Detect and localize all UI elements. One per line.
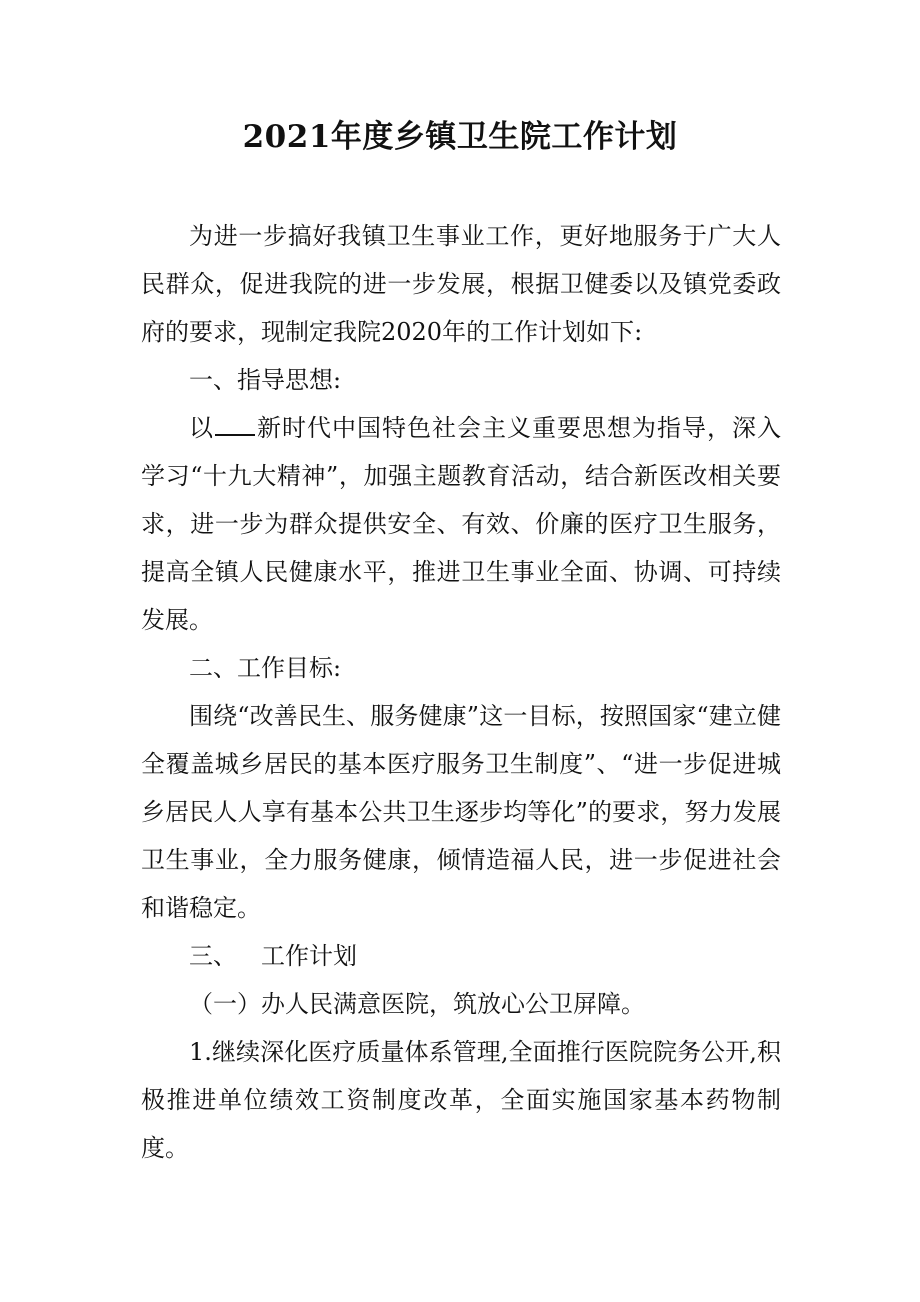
- section3-heading-text: 工作计划: [261, 942, 357, 970]
- section2-paragraph: 围绕“改善民生、服务健康”这一目标，按照国家“建立健全覆盖城乡居民的基本医疗服务卫生制度”、“进一步促进城乡居民人人享有基本公共卫生逐步均等化”的要求，努力发展卫生事业，全力服务健康，倾情造福人民，进一步促进社会和谐稳定。: [141, 702, 781, 922]
- section3-item-1: 1.继续深化医疗质量体系管理,全面推行医院院务公开,积极推进单位绩效工资制度改革，全面实施国家基本药物制度。: [141, 1038, 781, 1162]
- section1-text-after-blank: 新时代中国特色社会主义重要思想为指导，深入学习“十九大精神”，加强主题教育活动，结合新医改相关要求，进一步为群众提供安全、有效、价廉的医疗卫生服务，提高全镇人民健康水平，推进卫生事业全面、协调、可持续发展。: [141, 414, 781, 634]
- section1-text-before-blank: 以: [189, 414, 214, 442]
- section3-subheading-1: （一）办人民满意医院，筑放心公卫屏障。: [189, 990, 645, 1018]
- section1-heading: 一、指导思想:: [189, 366, 342, 394]
- section1-paragraph: [141, 404, 781, 644]
- section3-heading: [141, 932, 781, 980]
- document-title: 2021年度乡镇卫生院工作计划: [242, 119, 678, 155]
- fill-in-blank: [215, 414, 255, 436]
- intro-paragraph: 为进一步搞好我镇卫生事业工作，更好地服务于广大人民群众，促进我院的进一步发展，根据卫健委以及镇党委政府的要求，现制定我院2020年的工作计划如下:: [141, 222, 781, 346]
- section2-heading: 二、工作目标:: [189, 654, 342, 682]
- document-body: [141, 212, 781, 1172]
- section3-heading-number: 三、: [189, 942, 237, 970]
